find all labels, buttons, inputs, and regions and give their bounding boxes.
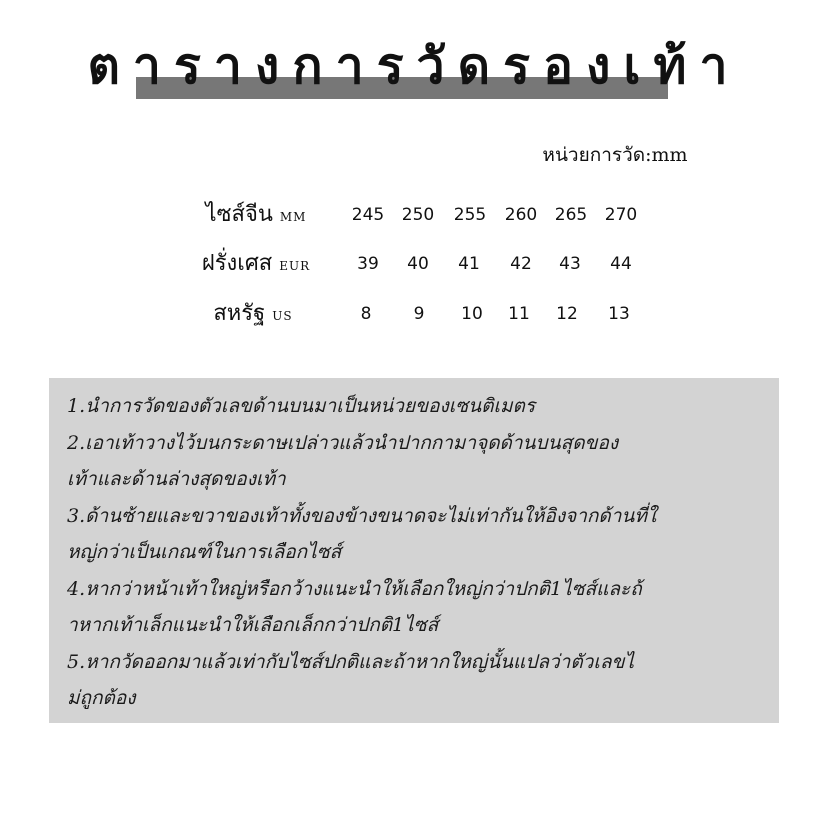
size-cell: 39 <box>357 254 379 274</box>
row-label-text: ไซส์จีน <box>205 202 273 227</box>
size-cell: 41 <box>458 254 480 274</box>
size-cell: 10 <box>461 304 483 324</box>
row-label-text: สหรัฐ <box>213 301 266 326</box>
size-cell: 12 <box>556 304 578 324</box>
title-area <box>0 32 828 112</box>
row-label-us <box>153 294 353 336</box>
size-cell: 11 <box>508 304 530 324</box>
size-cell: 40 <box>407 254 429 274</box>
size-cell: 270 <box>604 205 638 225</box>
size-cell: 8 <box>360 304 372 324</box>
row-label-unit: US <box>272 309 293 323</box>
note-line: 1.นำการวัดของตัวเลขด้านบนมาเป็นหน่วยของเซนติเมตร <box>67 395 536 417</box>
note-line: 2.เอาเท้าวางไว้บนกระดาษเปล่าวแล้วนำปากกามาจุดด้านบนสุดของ <box>67 431 619 454</box>
unit-label: หน่วยการวัด:mm <box>542 144 688 166</box>
row-label-cn <box>156 195 356 237</box>
size-cell: 44 <box>610 254 632 274</box>
notes-list <box>67 388 767 717</box>
note-line: าหากเท้าเล็กแนะนำให้เลือกเล็กกว่าปกติ1ไซส์ <box>67 614 439 636</box>
note-line: 3.ด้านซ้ายและขวาของเท้าทั้งของข้างขนาดจะไม่เท่ากันให้อิงจากด้านที่ใ <box>67 504 657 527</box>
size-table <box>0 190 828 350</box>
size-cell: 250 <box>401 205 435 225</box>
size-cell: 9 <box>413 304 425 324</box>
size-cell: 245 <box>351 205 385 225</box>
notes-box <box>49 378 779 723</box>
size-row-us <box>0 294 828 334</box>
size-row-cn <box>0 195 828 235</box>
row-label-eur <box>156 244 356 286</box>
size-cell: 265 <box>554 205 588 225</box>
note-line: 4.หากว่าหน้าเท้าใหญ่หรือกว้างแนะนำให้เลือกใหญ่กว่าปกติ1ไซส์และถ้ <box>67 577 642 600</box>
size-cell: 43 <box>559 254 581 274</box>
row-label-text: ฝรั่งเศส <box>201 251 273 276</box>
page-title: ตารางการวัดรองเท้า <box>87 37 741 95</box>
note-line: ม่ถูกต้อง <box>67 687 136 709</box>
size-cell: 255 <box>453 205 487 225</box>
row-label-unit: MM <box>279 210 307 224</box>
size-cell: 42 <box>510 254 532 274</box>
size-row-eur <box>0 244 828 284</box>
row-label-unit: EUR <box>279 259 311 273</box>
note-line: หญ่กว่าเป็นเกณฑ์ในการเลือกไซส์ <box>67 541 342 563</box>
size-cell: 13 <box>608 304 630 324</box>
note-line: เท้าและด้านล่างสุดของเท้า <box>67 468 286 490</box>
size-cell: 260 <box>504 205 538 225</box>
note-line: 5.หากวัดออกมาแล้วเท่ากับไซส์ปกติและถ้าหากใหญ่นั้นแปลว่าตัวเลขไ <box>67 650 635 673</box>
